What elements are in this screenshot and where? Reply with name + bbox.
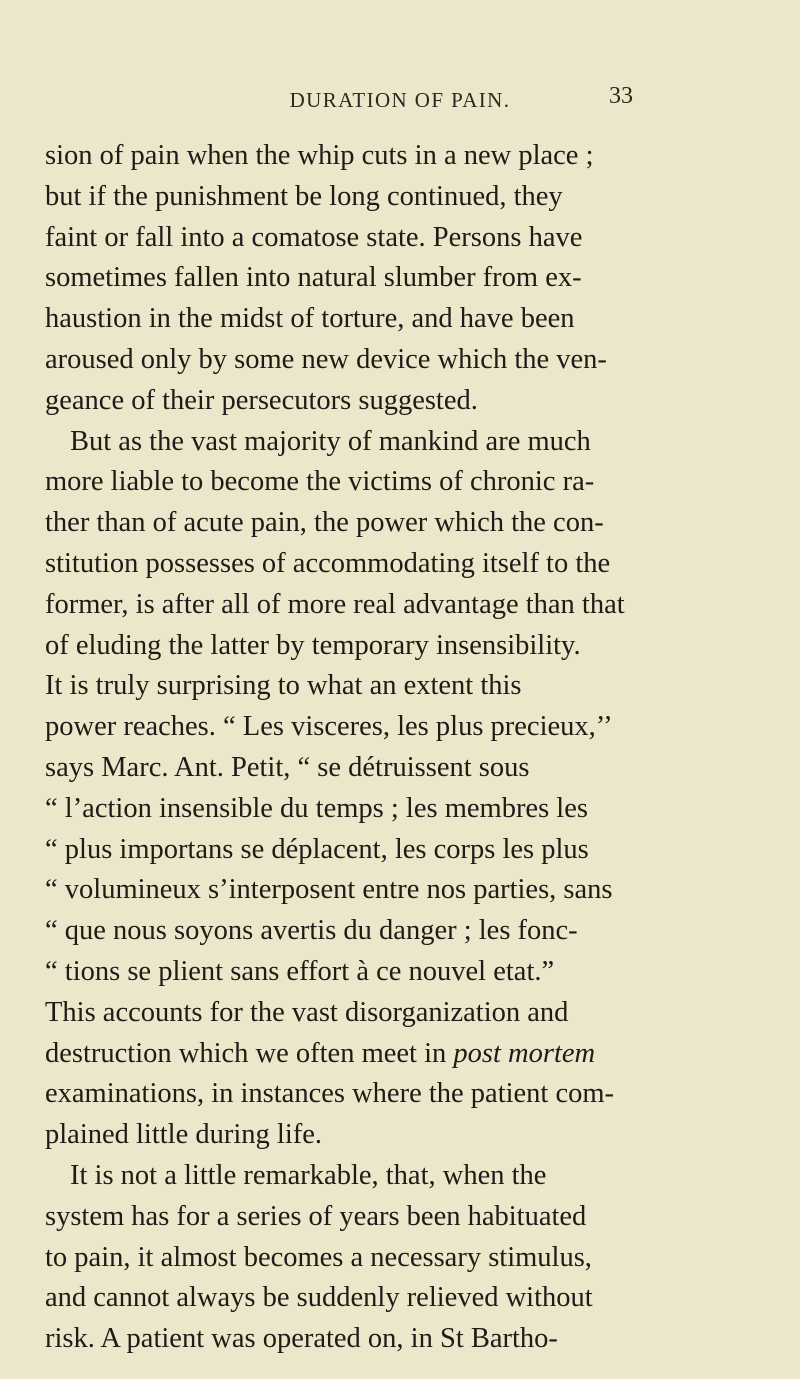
body-text bbox=[45, 136, 685, 1360]
text-line: This accounts for the vast disorganization and bbox=[45, 996, 569, 1028]
text-line: former, is after all of more real advantage than that bbox=[45, 588, 625, 620]
text-line: stitution possesses of accommodating itself to the bbox=[45, 547, 611, 579]
text-line: sometimes fallen into natural slumber from ex- bbox=[45, 262, 582, 294]
text-line: and cannot always be suddenly relieved without bbox=[45, 1282, 593, 1314]
running-head: DURATION OF PAIN. bbox=[289, 88, 511, 112]
text-line: to pain, it almost becomes a necessary stimulus, bbox=[45, 1241, 592, 1273]
text-line: of eluding the latter by temporary insensibility. bbox=[45, 629, 581, 661]
text-line: says Marc. Ant. Petit, “ se détruissent sous bbox=[45, 751, 530, 783]
text-line: examinations, in instances where the patient com- bbox=[45, 1078, 615, 1110]
text-line: geance of their persecutors suggested. bbox=[45, 384, 478, 416]
text-line: “ tions se plient sans effort à ce nouvel etat.” bbox=[45, 955, 555, 987]
text-line bbox=[45, 1034, 685, 1075]
text-line: “ que nous soyons avertis du danger ; les fonc- bbox=[45, 915, 578, 947]
text-line: plained little during life. bbox=[45, 1119, 323, 1151]
text-segment: destruction which we often meet in bbox=[45, 1037, 454, 1069]
text-line: system has for a series of years been habituated bbox=[45, 1200, 587, 1232]
text-line: But as the vast majority of mankind are much bbox=[70, 425, 591, 457]
text-line: more liable to become the victims of chronic ra- bbox=[45, 466, 595, 498]
italic-phrase: post mortem bbox=[453, 1037, 596, 1069]
text-line: faint or fall into a comatose state. Persons have bbox=[45, 221, 583, 253]
text-line: haustion in the midst of torture, and have been bbox=[45, 303, 575, 335]
text-line: ther than of acute pain, the power which the con- bbox=[45, 507, 604, 539]
text-line: risk. A patient was operated on, in St Bartho- bbox=[45, 1323, 558, 1355]
text-line: It is not a little remarkable, that, when the bbox=[70, 1159, 547, 1191]
text-line: “ plus importans se déplacent, les corps les plus bbox=[45, 833, 589, 865]
text-line: aroused only by some new device which the ven- bbox=[45, 343, 607, 375]
text-line: sion of pain when the whip cuts in a new place ; bbox=[45, 140, 594, 171]
text-line: power reaches. “ Les visceres, les plus precieux,’’ bbox=[45, 711, 613, 743]
page-number: 33 bbox=[609, 83, 633, 109]
text-line: but if the punishment be long continued, they bbox=[45, 180, 563, 212]
text-line: “ volumineux s’interposent entre nos parties, sans bbox=[45, 874, 613, 906]
text-line: “ l’action insensible du temps ; les membres les bbox=[45, 792, 588, 824]
text-line: It is truly surprising to what an extent this bbox=[45, 670, 522, 702]
